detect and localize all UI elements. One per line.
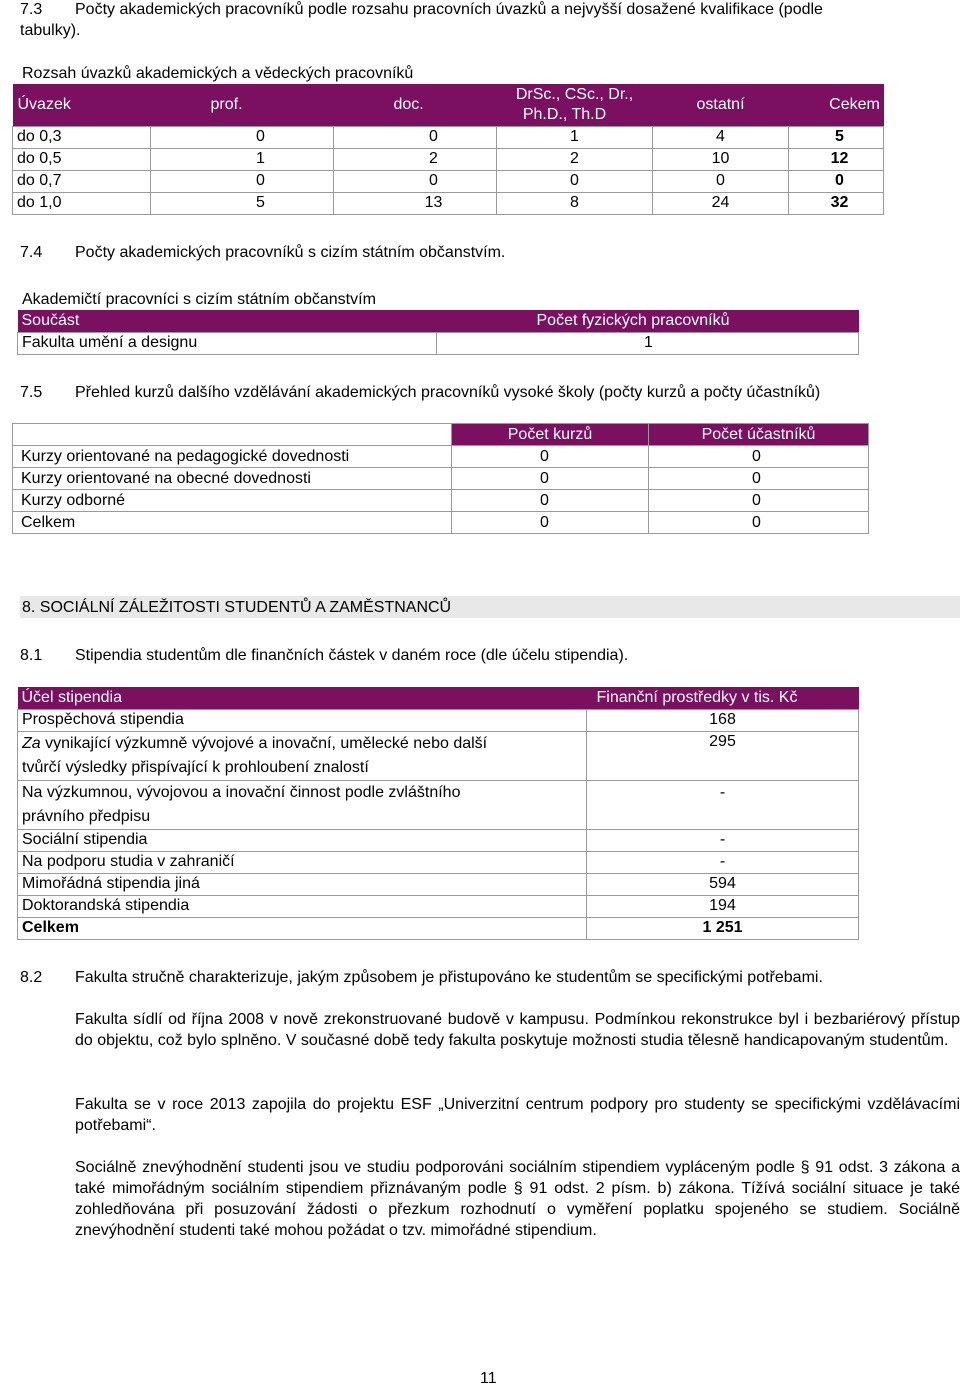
- table-row: [13, 446, 869, 468]
- table-row: [18, 731, 859, 780]
- section-title-8-2: Fakulta stručně charakterizuje, jakým způsobem je přistupováno ke studentům se specifickými potřebami.: [75, 969, 823, 986]
- table-row: [13, 148, 884, 170]
- cell-ucel: Sociální stipendia: [18, 829, 587, 851]
- table-row: [13, 512, 869, 534]
- section-number-7-4: 7.4: [20, 244, 43, 261]
- table-row: [18, 895, 859, 917]
- cell-prof: 5: [151, 192, 334, 214]
- cell-castka-total: 1 251: [587, 917, 859, 939]
- cell-ucel-za: Za: [22, 734, 41, 752]
- cell-pocet-ucastniku: 0: [649, 446, 869, 468]
- cell-empty-corner: [13, 424, 452, 446]
- cell-drsc: 1: [497, 126, 653, 148]
- cell-prof: 1: [151, 148, 334, 170]
- table-foreign-staff: [17, 310, 859, 355]
- table-row: [18, 851, 859, 873]
- table-scholarships: [17, 687, 859, 940]
- cell-castka: -: [587, 780, 859, 829]
- col-header-drsc: [497, 84, 653, 126]
- cell-drsc: 2: [497, 148, 653, 170]
- cell-pocet: 1: [437, 332, 859, 354]
- cell-ucel: [18, 731, 587, 780]
- section-8-title: 8. SOCIÁLNÍ ZÁLEŽITOSTI STUDENTŮ A ZAMĚSTNANCŮ: [22, 599, 452, 616]
- section-title-7-5: Přehled kurzů dalšího vzdělávání akademických pracovníků vysoké školy (počty kurzů a počty účastníků): [75, 384, 821, 401]
- section-number-7-5: 7.5: [20, 384, 43, 401]
- cell-castka: 594: [587, 873, 859, 895]
- section-title-7-3-cont: tabulky).: [20, 22, 81, 39]
- table-header-row: [18, 310, 859, 332]
- cell-uvazek: do 1,0: [13, 192, 151, 214]
- cell-cekem: 0: [789, 170, 884, 192]
- table-header-row: [13, 424, 869, 446]
- col-header-pocet-kurzu: Počet kurzů: [452, 424, 649, 446]
- cell-ucel: Prospěchová stipendia: [18, 709, 587, 731]
- cell-kurz: Kurzy orientované na obecné dovednosti: [13, 468, 452, 490]
- cell-ucel-line2: tvůrčí výsledky přispívající k prohloubení znalostí: [22, 758, 369, 776]
- cell-ucel: Na podporu studia v zahraničí: [18, 851, 587, 873]
- paragraph-1: Fakulta sídlí od října 2008 v nově zrekonstruované budově v kampusu. Podmínkou rekonstrukce byl i bezbariérový přístup do objektu, což bylo splněno. V současné době tedy fakulta poskytuje možnosti studia tělesně handicapovaným studentům.: [75, 1011, 960, 1049]
- cell-uvazek: do 0,5: [13, 148, 151, 170]
- table-courses: [12, 423, 869, 534]
- cell-pocet-ucastniku: 0: [649, 468, 869, 490]
- col-header-drsc-line1: DrSc., CSc., Dr.,: [515, 85, 634, 103]
- cell-ostatni: 0: [653, 170, 789, 192]
- col-header-ostatni: ostatní: [696, 96, 745, 114]
- cell-castka: 168: [587, 709, 859, 731]
- cell-ostatni: 10: [653, 148, 789, 170]
- table-row-total: [18, 917, 859, 939]
- cell-ostatni: 4: [653, 126, 789, 148]
- table2-caption: Akademičtí pracovníci s cizím státním občanstvím: [22, 291, 376, 308]
- table-row: [13, 170, 884, 192]
- cell-ucel-line1-rest: vynikající výzkumně vývojové a inovační, umělecké nebo další: [40, 734, 488, 752]
- cell-castka: -: [587, 829, 859, 851]
- cell-doc: 2: [334, 148, 497, 170]
- paragraph-2: Fakulta se v roce 2013 zapojila do projektu ESF „Univerzitní centrum podpory pro studenty se specifickými vzdělávacími potřebami“.: [75, 1096, 960, 1134]
- cell-cekem: 12: [789, 148, 884, 170]
- cell-ostatni: 24: [653, 192, 789, 214]
- section-title-8-1: Stipendia studentům dle finančních částek v daném roce (dle účelu stipendia).: [75, 647, 629, 664]
- col-header-ucel: Účel stipendia: [21, 689, 122, 707]
- col-header-drsc-line2: Ph.D., Th.D: [522, 105, 607, 123]
- cell-uvazek: do 0,7: [13, 170, 151, 192]
- col-header-soucast: Součást: [21, 312, 80, 330]
- cell-castka: 295: [587, 731, 859, 780]
- cell-castka: -: [587, 851, 859, 873]
- cell-drsc: 8: [497, 192, 653, 214]
- table-row: [18, 873, 859, 895]
- cell-doc: 0: [334, 126, 497, 148]
- cell-uvazek: do 0,3: [13, 126, 151, 148]
- col-header-pocet-fyzickych: Počet fyzických pracovníků: [536, 312, 730, 330]
- table-row: [18, 332, 859, 354]
- cell-kurz: Kurzy orientované na pedagogické dovednosti: [13, 446, 452, 468]
- table-header-row: [13, 84, 884, 126]
- cell-doc: 0: [334, 170, 497, 192]
- section-title-7-3: Počty akademických pracovníků podle rozsahu pracovních úvazků a nejvyšší dosažené kvalifikace (podle: [75, 1, 823, 18]
- table-row: [18, 829, 859, 851]
- cell-ucel: Mimořádná stipendia jiná: [18, 873, 587, 895]
- table-row: [13, 192, 884, 214]
- table-row: [18, 709, 859, 731]
- cell-pocet-kurzu: 0: [452, 512, 649, 534]
- cell-pocet-kurzu: 0: [452, 446, 649, 468]
- page-number: 11: [480, 1370, 497, 1387]
- cell-cekem: 32: [789, 192, 884, 214]
- section-number-7-3: 7.3: [20, 1, 43, 18]
- cell-ucel-line1: Na výzkumnou, vývojovou a inovační činnost podle zvláštního: [22, 783, 461, 801]
- cell-doc: 13: [334, 192, 497, 214]
- col-header-doc: doc.: [393, 96, 424, 114]
- cell-ucel: Doktorandská stipendia: [18, 895, 587, 917]
- col-header-financni: Finanční prostředky v tis. Kč: [596, 689, 798, 707]
- section-number-8-2: 8.2: [20, 969, 43, 986]
- cell-drsc: 0: [497, 170, 653, 192]
- col-header-prof: prof.: [210, 96, 243, 114]
- cell-pocet-ucastniku: 0: [649, 490, 869, 512]
- cell-cekem: 5: [789, 126, 884, 148]
- cell-ucel-total: Celkem: [18, 917, 587, 939]
- cell-castka: 194: [587, 895, 859, 917]
- col-header-uvazek: Úvazek: [17, 96, 71, 114]
- cell-pocet-kurzu: 0: [452, 468, 649, 490]
- cell-prof: 0: [151, 126, 334, 148]
- table-workload: [12, 84, 884, 215]
- paragraph-3: Sociálně znevýhodnění studenti jsou ve studiu podporováni sociálním stipendiem vypláceným podle § 91 odst. 3 zákona a také mimořádným sociálním stipendiem přiznávaným podle § 91 odst. 2 písm. b) zákona. Tížívá sociální situace je také zohledňována při posuzování žádosti o přezkum rozhodnutí o vyměření poplatku spojeného se studiem. Sociálně znevýhodnění studenti také mohou požádat o tzv. mimořádné stipendium.: [75, 1159, 960, 1239]
- table-row: [13, 490, 869, 512]
- cell-prof: 0: [151, 170, 334, 192]
- cell-soucast: Fakulta umění a designu: [18, 332, 437, 354]
- table-header-row: [18, 687, 859, 709]
- cell-kurz: Kurzy odborné: [13, 490, 452, 512]
- section-title-7-4: Počty akademických pracovníků s cizím státním občanstvím.: [75, 244, 506, 261]
- table-row: [13, 468, 869, 490]
- table-row: [18, 780, 859, 829]
- cell-pocet-ucastniku: 0: [649, 512, 869, 534]
- cell-pocet-kurzu: 0: [452, 490, 649, 512]
- section-number-8-1: 8.1: [20, 647, 43, 664]
- cell-ucel-line1: [22, 732, 583, 756]
- cell-ucel-line2: právního předpisu: [22, 807, 151, 825]
- col-header-cekem: Cekem: [829, 96, 880, 114]
- table1-caption: Rozsah úvazků akademických a vědeckých pracovníků: [22, 65, 414, 82]
- cell-kurz: Celkem: [13, 512, 452, 534]
- col-header-pocet-ucastniku: Počet účastníků: [649, 424, 869, 446]
- cell-ucel: [18, 780, 587, 829]
- table-row: [13, 126, 884, 148]
